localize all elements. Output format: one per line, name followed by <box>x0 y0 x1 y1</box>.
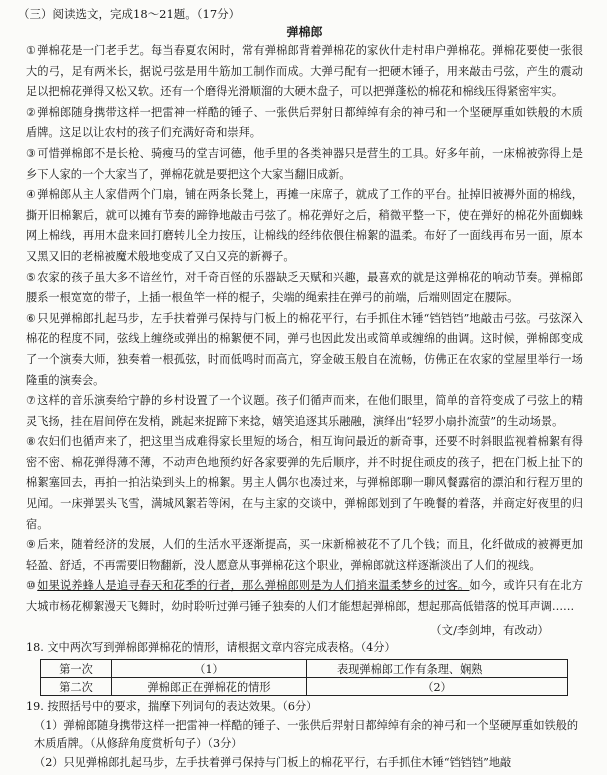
article-body <box>26 41 583 618</box>
paragraph-7: ⑦这样的音乐演奏给宁静的乡村设置了一个议题。孩子们循声而来，在他们眼里，简单的音符变成了弓弦上的精灵飞扬，挂在眉间停在发梢，跳起来捉蹄下来捻，嬉笑追逐其乐融融，演绎出“轻罗小扇扑流萤”的生动场景。 <box>26 394 583 428</box>
table-row <box>41 660 568 678</box>
section-header: （三）阅读选文，完成18～21题。（17分） <box>18 7 241 21</box>
article-title: 弹棉郎 <box>286 25 323 39</box>
table-cell: 表现弹棉郎工作有条理、娴熟 <box>307 660 568 678</box>
question-18-stem: 18. 文中两次写到弹棉郎弹棉花的情形，请根据文章内容完成表格。（4分） <box>26 640 396 654</box>
paragraph-10: ⑩如果说养蜂人是追寻春天和花季的行者，那么弹棉郎则是为人们捎来温柔梦乡的过客。如今，或许只有在北方大城市杨花柳絮漫天飞舞时，幼时聆听过弹弓锤子独奏的人们才能想起弹棉郎，想起那高低错落的悦耳声调…… <box>26 579 583 614</box>
table-row <box>41 678 568 696</box>
question-19-stem: 19. 按照括号中的要求，揣摩下列词句的表达效果。（6分） <box>26 700 318 714</box>
paragraph-1: ①弹棉花是一门老手艺。每当春夏农闲时，常有弹棉郎背着弹棉花的家伙什走村串户弹棉花。弹棉花要使一张很大的弓，足有两米长，据说弓弦是用牛筋加工制作而成。大弹弓配有一把硬木锤子，用来敲击弓弦，产生的震动足以把棉花弹得又松又软。还有一个磨得光滑顺溜的大硬木盘子，可以把弹蓬松的棉花和棉线压得紧密牢实。 <box>26 44 583 99</box>
article-source: （文/李剑坤，有改动） <box>430 622 549 637</box>
paragraph-9: ⑨后来，随着经济的发展，人们的生活水平逐渐提高，买一床新棉被花不了几个钱；而且，化纤做成的被褥更加轻盈、舒适，不再需要旧物翻新，没人愿意从事弹棉花这个职业，弹棉郎就这样逐渐淡出了人们的视线。 <box>26 538 583 572</box>
paragraph-3: ③可惜弹棉郎不是长枪、骑瘦马的堂吉诃德，他手里的各类神器只是营生的工具。好多年前，一床棉被弥得上是乡下人家的一个大家当了，弹棉花就是要把这个大家当翻旧成新。 <box>26 146 583 181</box>
question-19-item-2: （2）只见弹棉郎扎起马步，左手扶着弹弓保持与门板上的棉花平行，右手抓住木锤“铛铛铛”地敲 <box>34 755 512 769</box>
table-cell: 弹棉郎正在弹棉花的情形 <box>112 678 307 696</box>
paragraph-2: ②弹棉郎随身携带这样一把雷神一样酷的锤子、一张供后羿射日都绰绰有余的神弓和一个坚硬厚重如铁般的木质盾牌。这足以让农村的孩子们充满好奇和崇拜。 <box>26 105 583 140</box>
underlined-sentence: 如果说养蜂人是追寻春天和花季的行者，那么弹棉郎则是为人们捎来温柔梦乡的过客。 <box>37 579 470 593</box>
table-cell: 第二次 <box>41 678 112 696</box>
paragraph-5: ⑤农家的孩子虽大多不谙丝竹，对千奇百怪的乐器缺乏天赋和兴趣，最喜欢的就是这弹棉花的响动节奏。弹棉郎腰系一根宽宽的带子，上插一根鱼竿一样的棍子，尖端的绳索挂在弹弓的前端，后端则固定在腰际。 <box>26 270 583 305</box>
table-cell: 第一次 <box>41 660 112 678</box>
answer-table <box>40 659 568 696</box>
answer-blank-2: （2） <box>307 678 568 696</box>
paragraph-4: ④弹棉郎从主人家借两个门扇，铺在两条长凳上，再摊一床席子，就成了工作的平台。扯掉旧被褥外面的棉线，撕开旧棉絮后，就可以摊有节奏的蹄铮地敲击弓弦了。棉花弹好之后，稍微平整一下，使在弹好的棉花外面蜘蛛网上棉线，再用木盘来回打磨转儿全力按压，让棉线的经纬依偎住棉絮的温柔。布好了一面线再布另一面，原本又黑又旧的老棉被魔术般地变成了又白又亮的新褥子。 <box>26 188 583 263</box>
question-19-item-1: （1）弹棉郎随身携带这样一把雷神一样酷的锤子、一张供后羿射日都绰绰有余的神弓和一个坚硬厚重如铁般的木质盾牌。（从修辞角度赏析句子）（3分） <box>34 718 579 751</box>
paragraph-8: ⑧农妇们也循声来了，把这里当成难得家长里短的场合，相互询问最近的新奇事，还要不时斜眼监视着棉絮有得密不密、棉花弹得薄不薄，不动声色地预约好各家要弹的先后顺序，并不时捉住顽皮的孩子，把在门板上扯下的棉絮塞回去，再拍一拍沾染到头上的棉絮。男主人偶尔也凑过来，与弹棉郎聊一聊风餐露宿的漂泊和行程万里的见闻。一床弹罢头飞雪，满城风絮若等闲，在与主家的交谈中，弹棉郎划到了午晚餐的着落，并商定好夜里的归宿。 <box>26 435 583 531</box>
answer-blank-1: （1） <box>112 660 307 678</box>
paragraph-6: ⑥只见弹棉郎扎起马步，左手扶着弹弓保持与门板上的棉花平行，右手抓住木锤“铛铛铛”地敲击弓弦。弓弦深入棉花的程度不同，弦线上缠绕或弹出的棉絮便不同，弹弓也因此发出或简单或缠绵的曲调。这时候，弹棉郎变成了一个演奏大师，独奏着一根孤弦，时而低鸣时而高亢，穿金破玉般自在流畅，仿佛正在农家的堂屋里举行一场隆重的演奏会。 <box>26 311 583 387</box>
